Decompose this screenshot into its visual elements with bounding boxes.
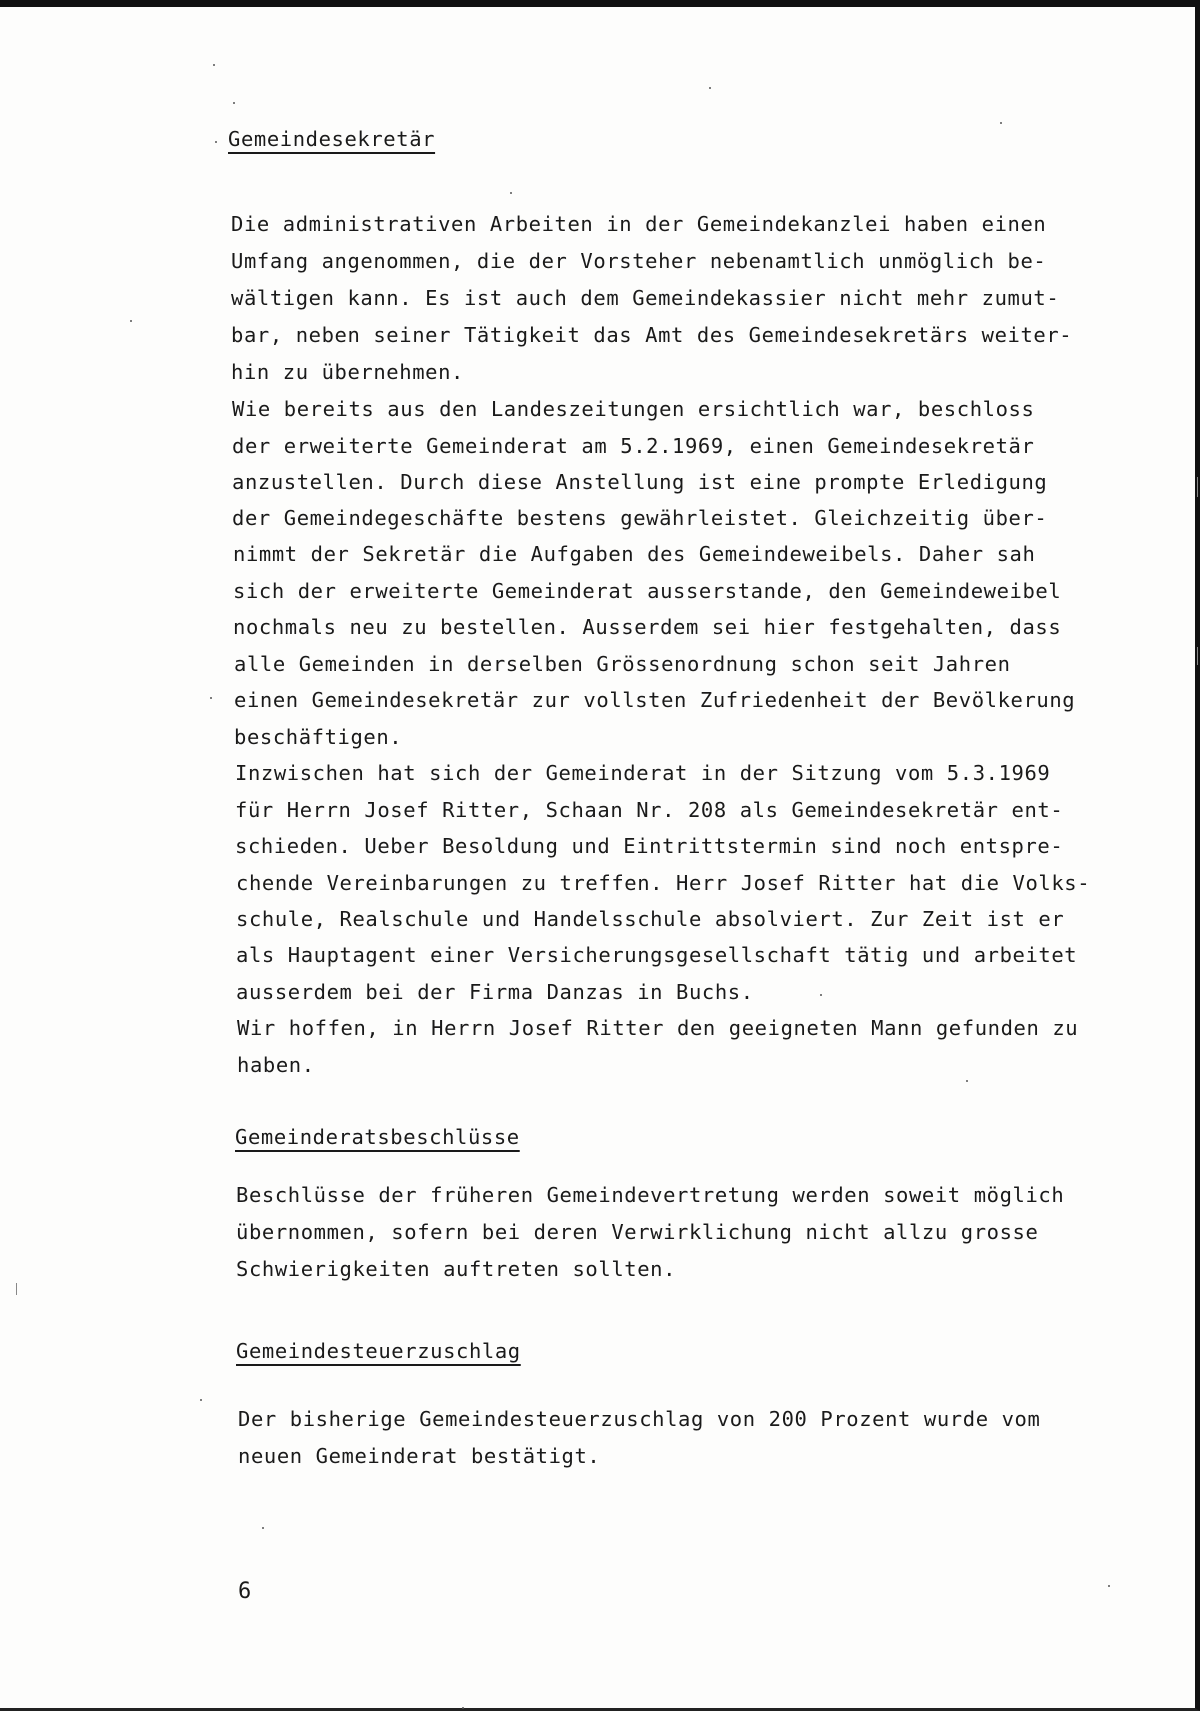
text-line: übernommen, sofern bei deren Verwirklichung nicht allzu grosse	[236, 1220, 1039, 1244]
text-line: hin zu übernehmen.	[231, 360, 464, 384]
text-line: der Gemeindegeschäfte bestens gewährleistet. Gleichzeitig über-	[232, 506, 1048, 530]
scan-speck	[262, 1527, 264, 1529]
scan-speck	[462, 1707, 464, 1709]
page-number: 6	[238, 1579, 252, 1604]
scan-speck	[966, 1080, 968, 1082]
scan-speck	[200, 1399, 202, 1401]
text-line: neuen Gemeinderat bestätigt.	[238, 1444, 601, 1468]
section-heading-gemeindesekretaer: Gemeindesekretär	[228, 127, 436, 151]
text-line: ausserdem bei der Firma Danzas in Buchs.	[236, 980, 754, 1004]
text-line: Die administrativen Arbeiten in der Gemeindekanzlei haben einen	[231, 212, 1047, 236]
text-line: nochmals neu zu bestellen. Ausserdem sei hier festgehalten, dass	[233, 615, 1062, 639]
scan-speck	[213, 64, 215, 66]
text-line: alle Gemeinden in derselben Grössenordnung schon seit Jahren	[234, 652, 1011, 676]
text-line: wältigen kann. Es ist auch dem Gemeindekassier nicht mehr zumut-	[231, 286, 1060, 310]
scan-speck	[233, 102, 235, 104]
text-line: Der bisherige Gemeindesteuerzuschlag von 200 Prozent wurde vom	[238, 1407, 1041, 1431]
scan-speck	[1108, 1585, 1110, 1587]
text-line: Inzwischen hat sich der Gemeinderat in der Sitzung vom 5.3.1969	[235, 761, 1051, 785]
text-line: Schwierigkeiten auftreten sollten.	[236, 1257, 677, 1281]
text-line: als Hauptagent einer Versicherungsgesellschaft tätig und arbeitet	[236, 943, 1078, 967]
text-line: nimmt der Sekretär die Aufgaben des Gemeindeweibels. Daher sah	[233, 542, 1036, 566]
scan-speck	[709, 87, 711, 89]
text-line: sich der erweiterte Gemeinderat ausserstande, den Gemeindeweibel	[233, 579, 1062, 603]
text-line: haben.	[237, 1053, 315, 1077]
text-line: anzustellen. Durch diese Anstellung ist eine prompte Erledigung	[232, 470, 1048, 494]
text-line: schieden. Ueber Besoldung und Eintrittstermin sind noch entspre-	[235, 834, 1064, 858]
text-line: bar, neben seiner Tätigkeit das Amt des Gemeindesekretärs weiter-	[231, 323, 1073, 347]
text-line: beschäftigen.	[234, 725, 403, 749]
scan-speck	[510, 192, 512, 194]
scan-speck	[215, 141, 217, 143]
text-line: Wir hoffen, in Herrn Josef Ritter den geeigneten Mann gefunden zu	[237, 1016, 1079, 1040]
text-line: Wie bereits aus den Landeszeitungen ersichtlich war, beschloss	[232, 397, 1035, 421]
scan-speck	[820, 994, 822, 996]
text-line: der erweiterte Gemeinderat am 5.2.1969, einen Gemeindesekretär	[232, 434, 1035, 458]
text-line: schule, Realschule und Handelsschule absolviert. Zur Zeit ist er	[236, 907, 1065, 931]
scan-edge-mark	[1197, 477, 1198, 497]
scan-edge-mark	[16, 1283, 17, 1295]
section-heading-gemeinderatsbeschluesse: Gemeinderatsbeschlüsse	[235, 1125, 520, 1149]
section-heading-gemeindesteuerzuschlag: Gemeindesteuerzuschlag	[236, 1339, 521, 1363]
scan-speck	[130, 320, 132, 322]
text-line: chende Vereinbarungen zu treffen. Herr Josef Ritter hat die Volks-	[236, 871, 1091, 895]
scan-speck	[1000, 122, 1002, 124]
text-line: für Herrn Josef Ritter, Schaan Nr. 208 als Gemeindesekretär ent-	[235, 798, 1064, 822]
scan-speck	[210, 697, 212, 699]
text-line: Beschlüsse der früheren Gemeindevertretung werden soweit möglich	[236, 1183, 1065, 1207]
text-line: Umfang angenommen, die der Vorsteher nebenamtlich unmöglich be-	[231, 249, 1047, 273]
scan-edge-mark	[1197, 647, 1198, 665]
text-line: einen Gemeindesekretär zur vollsten Zufriedenheit der Bevölkerung	[234, 688, 1076, 712]
